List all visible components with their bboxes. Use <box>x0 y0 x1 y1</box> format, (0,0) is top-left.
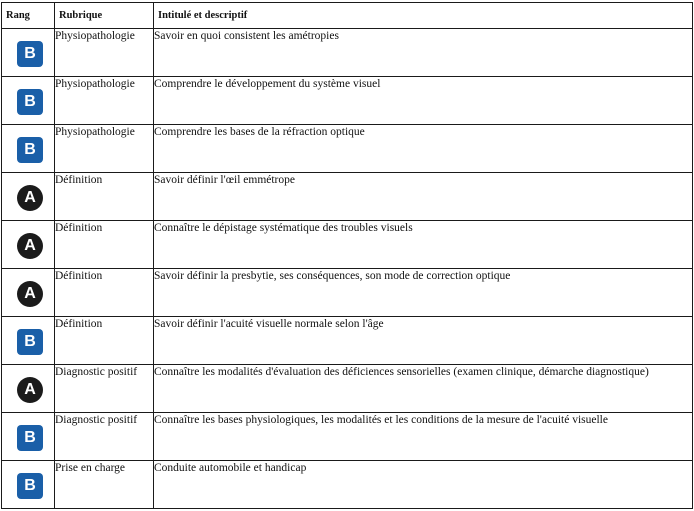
rubrique-cell: Définition <box>55 221 154 269</box>
rubrique-cell: Physiopathologie <box>55 125 154 173</box>
table-body <box>2 29 693 509</box>
intitule-cell: Savoir définir la presbytie, ses conséquences, son mode de correction optique <box>154 269 693 317</box>
header-rang: Rang <box>2 3 55 29</box>
rank-b-badge: B <box>17 137 43 163</box>
rank-b-badge: B <box>17 473 43 499</box>
table-header-row <box>2 3 693 29</box>
rubrique-cell: Définition <box>55 317 154 365</box>
rank-a-badge: A <box>17 281 43 307</box>
table-row <box>2 269 693 317</box>
table-row <box>2 317 693 365</box>
intitule-cell: Comprendre les bases de la réfraction optique <box>154 125 693 173</box>
rang-cell <box>2 413 55 461</box>
objectives-table <box>1 2 693 509</box>
rang-cell <box>2 317 55 365</box>
rang-cell <box>2 173 55 221</box>
table-row <box>2 365 693 413</box>
rang-cell <box>2 461 55 509</box>
intitule-cell: Savoir définir l'acuité visuelle normale selon l'âge <box>154 317 693 365</box>
table-row <box>2 125 693 173</box>
rank-b-badge: B <box>17 89 43 115</box>
rang-cell <box>2 269 55 317</box>
rubrique-cell: Physiopathologie <box>55 29 154 77</box>
table-row <box>2 413 693 461</box>
rubrique-cell: Définition <box>55 269 154 317</box>
rubrique-cell: Définition <box>55 173 154 221</box>
rank-b-badge: B <box>17 425 43 451</box>
intitule-cell: Connaître les modalités d'évaluation des déficiences sensorielles (examen clinique, démarche diagnostique) <box>154 365 693 413</box>
intitule-cell: Connaître le dépistage systématique des troubles visuels <box>154 221 693 269</box>
rank-a-badge: A <box>17 233 43 259</box>
rang-cell <box>2 365 55 413</box>
rang-cell <box>2 77 55 125</box>
rank-a-badge: A <box>17 185 43 211</box>
rubrique-cell: Diagnostic positif <box>55 365 154 413</box>
table-row <box>2 221 693 269</box>
intitule-cell: Connaître les bases physiologiques, les modalités et les conditions de la mesure de l'acuité visuelle <box>154 413 693 461</box>
rang-cell <box>2 221 55 269</box>
header-intitule: Intitulé et descriptif <box>154 3 693 29</box>
rubrique-cell: Prise en charge <box>55 461 154 509</box>
intitule-cell: Savoir en quoi consistent les amétropies <box>154 29 693 77</box>
intitule-cell: Savoir définir l'œil emmétrope <box>154 173 693 221</box>
rank-b-badge: B <box>17 41 43 67</box>
rank-a-badge: A <box>17 377 43 403</box>
rubrique-cell: Diagnostic positif <box>55 413 154 461</box>
table-row <box>2 173 693 221</box>
table-row <box>2 29 693 77</box>
intitule-cell: Comprendre le développement du système visuel <box>154 77 693 125</box>
header-rubrique: Rubrique <box>55 3 154 29</box>
rang-cell <box>2 29 55 77</box>
rank-b-badge: B <box>17 329 43 355</box>
rang-cell <box>2 125 55 173</box>
rubrique-cell: Physiopathologie <box>55 77 154 125</box>
intitule-cell: Conduite automobile et handicap <box>154 461 693 509</box>
table-row <box>2 461 693 509</box>
table-row <box>2 77 693 125</box>
